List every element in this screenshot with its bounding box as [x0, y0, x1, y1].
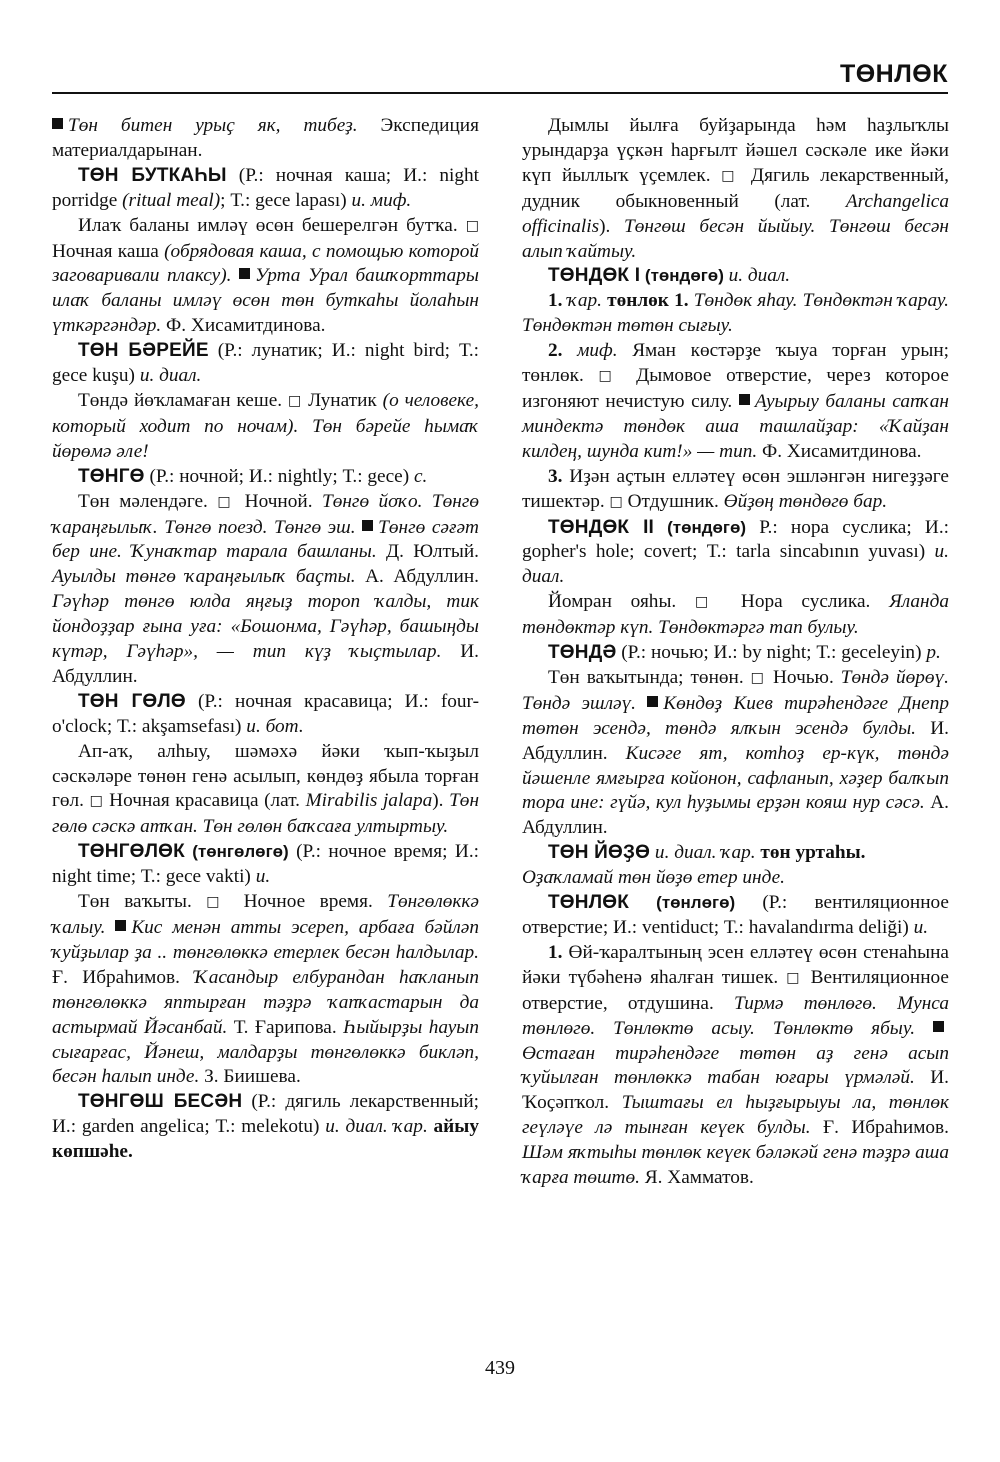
white-square-icon: □: [694, 594, 723, 611]
entry-ton-yoze-example: Оҙаҡламай төн йөҙө етер инде.: [522, 867, 785, 889]
entry-ton-yoze: ТӨН ЙӨҘӨ и. диал. ҡар. төн уртаһы.: [548, 842, 866, 864]
headword: ТӨН БӘРЕЙЕ: [78, 340, 209, 362]
entry-tondok-2: ТӨНДӨК II (төндөгө) Р.: нора суслика; И.: gopher's hole; covert; Т.: tarla sincabının yuvası) и. диал.: [522, 516, 949, 588]
entry-ton-bareye-definition: Төндә йөҡламаған кеше. □ Лунатик (о человеке, который ходит по ночам). Төн бәрейе һымаҡ йөрөмә әле!: [52, 389, 479, 462]
black-square-icon: [362, 520, 373, 531]
entry-tondok-1-sense-3: 3. Иҙән аҫтын елләтеү өсөн эшләнгән нигеҙҙәге тишектәр. □ Отдушник. Өйҙөң төндөгө бар.: [522, 465, 949, 512]
entry-tongosh-besen: ТӨНГӨШ БЕСӘН (Р.: дягиль лекарственный; И.: garden angelica; Т.: melekotu) и. диал. ҡар. айыу көпшәһе.: [52, 1091, 479, 1163]
black-square-icon: [933, 1021, 944, 1032]
white-square-icon: □: [598, 368, 622, 385]
white-square-icon: □: [786, 969, 803, 986]
headword: ТӨНДӨК I: [548, 265, 641, 287]
white-square-icon: □: [750, 669, 767, 686]
headword: ТӨНДӘ: [548, 642, 617, 664]
entry-ton-butkahy: ТӨН БУТКАҺЫ (Р.: ночная каша; И.: night porridge (ritual meal); Т.: gece lapası) и. миф.: [52, 164, 480, 211]
left-column: [52, 114, 479, 1165]
entry-tonlok-sense-1: 1. Өй-ҡаралтының эсен елләтеү өсөн стенаһына йәки түбәһенә яһалған тишек. □ Вентиляционное отверстие, отдушина. Тирмә төнлөгө. Мунса төнлөгө. Төнлөктө асыу. Төнлөктө ябыу. Өстаған тирәһендәге төтөн аҙ генә асып ҡуйылған төнлөккә табан юғары үрмәләй. И. Ҡоҫәпҡол. Тыштағы ел һыҙғырыуы ла, төнлөк геүләүе лә тынған кеүек булды. Ғ. Ибраһимов. Шәм яҡтыһы төнлөк кеүек бәләкәй генә тәҙрә аша ҡарға төштө. Я. Хамматов.: [522, 941, 950, 1189]
white-square-icon: □: [465, 217, 479, 234]
white-square-icon: □: [609, 493, 623, 510]
black-square-icon: [115, 920, 126, 931]
entry-tongolok-definition: Төн ваҡыты. □ Ночное время. Төнгөлөккә ҡалыу. Кис менән атты эсереп, арбаға бәйләп ҡуйҙылар ҙа .. төнгөлөккә етерлек бесән һалдылар. Ғ. Ибраһимов. Ҡасандыр елбурандан һаҡланып төнгөлөккә яптырған тәҙрә ҡапҡастарын да астырмай Йәсанбай. Т. Ғарипова. Һыйырҙы һауып сығарғас, Йәнеш, малдарҙы төнгөлөккә бикләп, бесән һалып инде. З. Биишева.: [52, 891, 479, 1088]
headword: ТӨН ЙӨҘӨ: [548, 842, 651, 864]
header-rule: [52, 92, 948, 94]
entry-tongolok: ТӨНГӨЛӨК (төнгөлөгө) (Р.: ночное время; И.: night time; Т.: gece vakti) и.: [52, 841, 479, 888]
entry-continuation: Төн битен урыҫ як, тибеҙ. Экспедиция материалдарынан.: [52, 115, 479, 161]
headword: ТӨНГӨ: [78, 465, 145, 487]
black-square-icon: [647, 696, 658, 707]
entry-ton-bareye: ТӨН БӘРЕЙЕ (Р.: лунатик; И.: night bird; Т.: gece kuşu) и. диал.: [52, 340, 480, 387]
entry-tonde: ТӨНДӘ (Р.: ночью; И.: by night; Т.: geceleyin) р.: [548, 642, 941, 664]
headword: ТӨНДӨК II: [548, 516, 655, 538]
entry-ton-gole: ТӨН ГӨЛӨ (Р.: ночная красавица; И.: four-o'clock; Т.: akşamsefası) и. бот.: [52, 690, 479, 737]
running-head: ТӨНЛӨК: [839, 60, 948, 88]
page-number: 439: [485, 1357, 515, 1379]
entry-tonge-definition: Төн мәлендәге. □ Ночной. Төнгө йоҡо. Төнгө ҡараңғылыҡ. Төнгө поезд. Төнгө эш. Төнгө сәғәт бер ине. Ҡунаҡтар тарала башланы. Д. Юлтый. Ауылды төнгө ҡараңғылыҡ баҫты. А. Абдуллин. Гәүһәр төнгө юлда яңғыҙ тороп ҡалды, тик йондоҙҙар ғына уға: «Бошонма, Гәүһәр, башыңды күтәр, Гәүһәр», — тип күҙ ҡыҫтылар. И. Абдуллин.: [52, 490, 480, 687]
black-square-icon: [739, 394, 750, 405]
entry-tongosh-besen-definition: Дымлы йылға буйҙарында һәм һаҙлыҡлы урындарҙа үҫкән һарғылт йәшел сәскәле ике йәки күп йыллыҡ үҫемлек. □ Дягиль лекарственный, дудник обыкновенный (лат. Archangelica officinalis). Төнгөш бесән йыйыу. Төнгөш бесән алып ҡайтыу.: [522, 115, 949, 262]
right-column: [522, 114, 949, 1191]
entry-tondok-2-definition: Йомран ояһы. □ Нора суслика. Яланда төндөктәр күп. Төндөктәргә тап булыу.: [522, 591, 949, 639]
headword: ТӨНГӨШ БЕСӘН: [78, 1091, 243, 1113]
entry-tonde-definition: Төн ваҡытында; төнөн. □ Ночью. Төндә йөрөү. Төндә эшләү. Көндөҙ Киев тирәһендәге Днепр төтөн эсендә, төндә ялҡын эсендә булды. И. Абдуллин. Кисәге ят, котһоҙ ер-күк, төндә йәшенле ямғырға койонон, сафланып, хәҙер балҡып тора ине: гүйә, кул һуҙымы ерҙән кояш нур сәсә. А. Абдуллин.: [522, 666, 949, 839]
entry-tondok-1-sense-2: 2. миф. Яман көстәрҙе ҡыуа торған урын; төнлөк. □ Дымовое отверстие, через которое изгоняют нечистую силу. Ауырыу баланы сапҡан миндектә төндөк аша ташлайҙар: «Ҡайҙан килдең, шунда кит!» — тип. Ф. Хисамитдинова.: [522, 340, 949, 462]
headword: ТӨНЛӨК: [548, 892, 630, 914]
entry-tondok-1: ТӨНДӨК I (төндөгө) и. диал.: [548, 265, 791, 287]
black-square-icon: [52, 118, 63, 129]
white-square-icon: □: [287, 392, 303, 409]
entry-tonge: ТӨНГӨ (Р.: ночной; И.: nightly; Т.: gece) с.: [78, 465, 428, 487]
headword: ТӨН БУТКАҺЫ: [78, 164, 227, 186]
white-square-icon: □: [721, 167, 741, 184]
white-square-icon: □: [217, 493, 236, 510]
entry-ton-butkahy-definition: Илаҡ баланы имләү өсөн бешерелгән бутҡа. □ Ночная каша (обрядовая каша, с помощью которой заговаривали плаксу). Урта Урал башҡорттары илаҡ баланы имләү өсөн төн буткаһы йолаһын үткәргәндәр. Ф. Хисамитдинова.: [52, 214, 479, 337]
entry-ton-gole-definition: Ап-аҡ, алһыу, шәмәхә йәки ҡып-ҡыҙыл сәскәләре төнөн генә асылып, көндөҙ ябыла торған гөл. □ Ночная красавица (лат. Mirabilis jalapa). Төн гөлө сәскә атҡан. Төн гөлөн баҡсаға ултыртыу.: [52, 740, 480, 838]
black-square-icon: [239, 268, 250, 279]
white-square-icon: □: [89, 793, 104, 810]
entry-tonlok: ТӨНЛӨК (төнлөгө) (Р.: вентиляционное отверстие; И.: ventiduct; Т.: havalandırma deliği) и.: [522, 892, 949, 938]
entry-tondok-1-sense-1: 1. ҡар. төнлөк 1. Төндөк яһау. Төндөктән ҡарау. Төндөктән төтөн сығыу.: [522, 290, 949, 337]
headword: ТӨНГӨЛӨК: [78, 841, 185, 863]
white-square-icon: □: [206, 894, 230, 911]
headword: ТӨН ГӨЛӨ: [78, 690, 186, 712]
